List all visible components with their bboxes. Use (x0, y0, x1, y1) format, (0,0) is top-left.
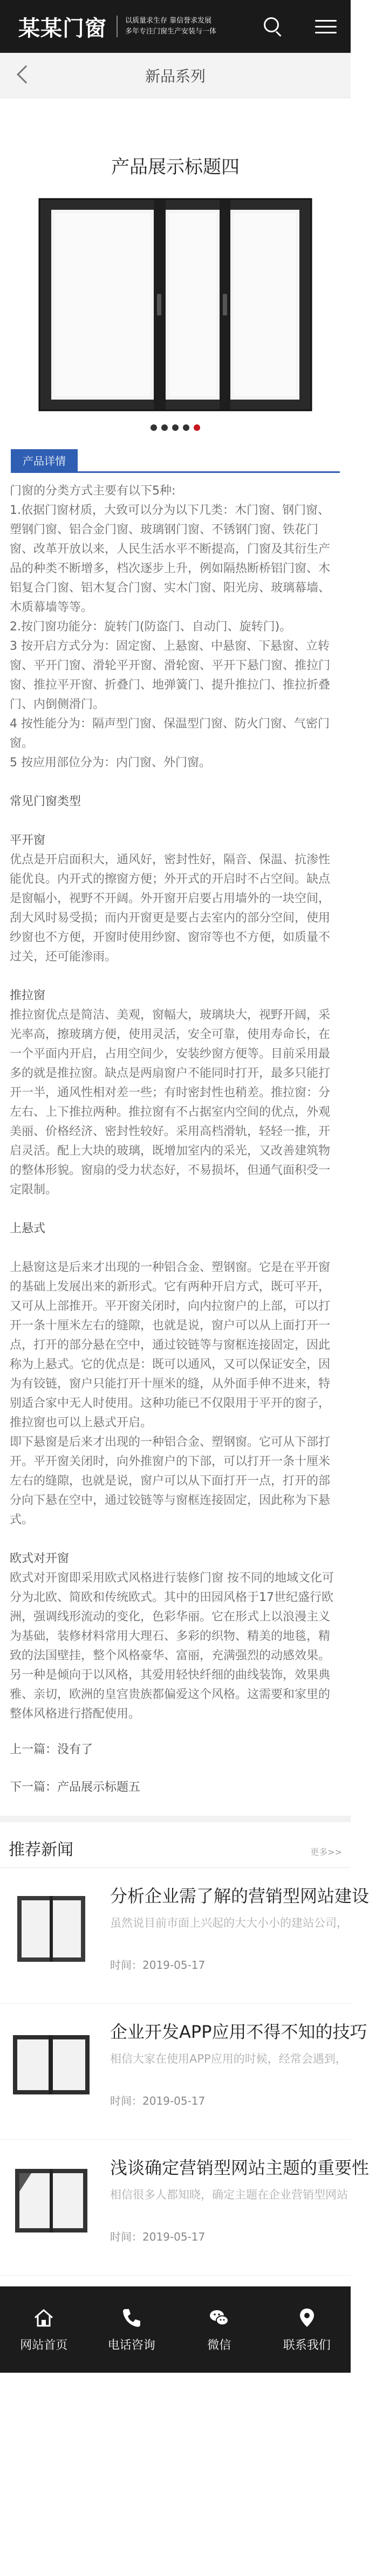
section-divider (0, 1816, 351, 1822)
more-link[interactable]: 更多>> (310, 1847, 342, 1857)
news-title[interactable]: 企业开发APP应用不得不知的技巧 (110, 2022, 367, 2042)
article-paragraph: 1.依据门窗材质，大致可以分为以下几类：木门窗、钢门窗、塑钢门窗、铝合金门窗、玻璃钢门窗、不锈钢门窗、铁花门窗、改革开放以来，人民生活水平不断提高，门窗及其衍生产品的种类不断增多，档次逐步上升，例如隔热断桥铝门窗、木铝复合门窗、铝木复合门窗、实木门窗、阳光房、玻璃幕墙、木质幕墙等等。 (10, 504, 331, 614)
news-title[interactable]: 浅谈确定营销型网站主题的重要性 (110, 2158, 369, 2178)
news-item[interactable] (0, 2004, 367, 2140)
bottom-nav-contact[interactable] (263, 2286, 351, 2373)
news-summary: 相信很多人都知晓，确定主题在企业营销型网站 (110, 2188, 348, 2201)
slider-dots (0, 418, 351, 449)
article-subheading: 常见门窗类型 (10, 795, 81, 808)
top-header (0, 0, 351, 53)
slider-dot[interactable] (183, 424, 189, 431)
news-title[interactable]: 分析企业需了解的营销型网站建设 (110, 1886, 369, 1906)
article-paragraph: 门窗的分类方式主要有以下5种: (10, 484, 176, 498)
recommended-news-header (0, 1822, 351, 1868)
window-product-illustration (30, 191, 321, 418)
prev-next-links (0, 1724, 351, 1797)
news-date: 时间：2019-05-17 (110, 1959, 206, 1972)
slider-dot[interactable] (151, 424, 157, 431)
article-subheading: 欧式对开窗 (10, 1552, 70, 1565)
bottom-nav-home[interactable] (0, 2286, 88, 2373)
header-actions (262, 0, 337, 53)
slider-dot-active[interactable] (194, 424, 200, 431)
article-paragraph: 上悬窗这是后来才出现的一种铝合金、塑钢窗。它是在平开窗的基础上发展出来的新形式。它有两种开启方式，既可平开，又可从上部推开。平开窗关闭时，向内拉窗户的上部，可以打开一条十厘米左右的缝隙，也就是说，窗户可以从上面打开一点，打开的部分悬在空中，通过铰链等与窗框连接固定，因此称为上悬式。它的优点是：既可以通风，又可以保证安全，因为有铰链，窗户只能打开十厘米的缝，从外面手伸不进来，特别适合家中无人时使用。这种功能已不仅限用于平开的窗子，推拉窗也可以上悬式开启。 (10, 1261, 331, 1430)
product-article (0, 473, 351, 1724)
news-date: 时间：2019-05-17 (110, 2230, 206, 2243)
article-paragraph: 5 按应用部位分为：内门窗、外门窗。 (10, 756, 211, 770)
news-thumbnail[interactable] (10, 1887, 93, 1970)
back-arrow-icon[interactable] (17, 65, 35, 84)
news-item[interactable] (0, 1868, 369, 2004)
product-title: 产品展示标题四 (111, 156, 240, 178)
slider-dot[interactable] (161, 424, 168, 431)
bottom-nav-label: 联系我们 (283, 2338, 331, 2352)
slogan-line-1: 以质量求生存 靠信誉求发展 (125, 17, 212, 25)
site-slogan (125, 16, 216, 37)
bottom-nav-label: 微信 (207, 2338, 231, 2352)
news-summary: 相信大家在使用APP应用的时候，经常会遇到， (110, 2052, 347, 2065)
bottom-nav (0, 2286, 351, 2373)
detail-tab-row (11, 449, 340, 473)
slogan-line-2: 多年专注门窗生产安装与一体 (125, 28, 217, 36)
bottom-nav-label: 网站首页 (20, 2338, 68, 2352)
location-icon (296, 2307, 318, 2328)
prev-article-link[interactable]: 上一篇：没有了 (10, 1743, 93, 1756)
article-subheading: 上悬式 (10, 1222, 46, 1235)
bottom-nav-wechat[interactable] (175, 2286, 263, 2373)
slider-dot[interactable] (172, 424, 179, 431)
news-item[interactable] (0, 2140, 369, 2276)
article-subheading: 平开窗 (10, 834, 46, 847)
home-icon (33, 2307, 54, 2328)
site-logo[interactable]: 某某门窗 (18, 16, 107, 41)
menu-icon[interactable] (315, 16, 337, 37)
article-paragraph: 推拉窗优点是简洁、美观，窗幅大，玻璃块大，视野开阔，采光率高，擦玻璃方便，使用灵活，安全可靠，使用寿命长，在一个平面内开启，占用空间少，安装纱窗方便等。目前采用最多的就是推拉窗。缺点是两扇窗户不能同时打开，最多只能打开一半，通风性相对差一些；有时密封性也稍差。推拉窗：分左右、上下推拉两种。推拉窗有不占据室内空间的优点，外观美丽、价格经济、密封性较好。采用高档滑轨，轻轻一推，开启灵活。配上大块的玻璃，既增加室内的采光，又改善建筑物的整体形貌。窗扇的受力状态好，不易损坏，但通气面积受一定限制。 (10, 1008, 331, 1197)
article-paragraph: 欧式对开窗即采用欧式风格进行装修门窗 按不同的地域文化可分为北欧、简欧和传统欧式。其中的田园风格于17世纪盛行欧洲，强调线形流动的变化，色彩华丽。它在形式上以浪漫主义为基础，装修材料常用大理石、多彩的织物、精美的地毯，精致的法国壁挂，整个风格豪华、富丽，充满强烈的动感效果。另一种是倾向于以风格，其爱用轻快纤细的曲线装饰，效果典雅、亲切，欧洲的皇宫贵族都偏爱这个风格。这需要和家里的整体风格进行搭配使用。 (10, 1571, 334, 1721)
search-icon[interactable] (262, 16, 284, 37)
news-summary: 虽然说目前市面上兴起的大大小小的建站公司， (110, 1916, 348, 1929)
page-navbar (0, 53, 351, 98)
chat-icon (208, 2307, 230, 2328)
next-article-link[interactable]: 下一篇：产品展示标题五 (10, 1781, 141, 1794)
page-title: 新品系列 (145, 67, 206, 85)
news-thumbnail[interactable] (10, 2023, 93, 2106)
article-subheading: 推拉窗 (10, 989, 46, 1002)
article-paragraph: 即下悬窗是后来才出现的一种铝合金、塑钢窗。它可从下部打开。平开窗关闭时，向外推窗户的下部，可以打开一条十厘米左右的缝隙，也就是说，窗户可以从下面打开一点，打开的部分向下悬在空中，通过铰链等与窗框连接固定，因此称为下悬式。 (10, 1435, 331, 1527)
article-paragraph: 4 按性能分为：隔声型门窗、保温型门窗、防火门窗、气密门窗。 (10, 717, 330, 750)
logo-divider (117, 16, 118, 37)
news-date: 时间：2019-05-17 (110, 2094, 206, 2107)
recommended-news-title: 推荐新闻 (9, 1840, 73, 1859)
news-thumbnail[interactable] (10, 2159, 93, 2242)
bottom-nav-label: 电话咨询 (107, 2338, 155, 2352)
phone-icon (121, 2307, 142, 2328)
article-paragraph: 优点是开启面积大，通风好，密封性好，隔音、保温、抗渗性能优良。内开式的擦窗方便；外开式的开启时不占空间。缺点是窗幅小，视野不开阔。外开窗开启要占用墙外的一块空间，刮大风时易受损；而内开窗更是要占去室内的部分空间，使用纱窗也不方便，开窗时使用纱窗、窗帘等也不方便，如质量不过关，还可能渗雨。 (10, 853, 331, 964)
product-image[interactable] (30, 191, 321, 418)
article-paragraph: 3 按开启方式分为：固定窗、上悬窗、中悬窗、下悬窗、立转窗、平开门窗、滑轮平开窗、滑轮窗、平开下悬门窗、推拉门窗、推拉平开窗、折叠门、地弹簧门、提升推拉门、推拉折叠门、内倒侧滑门。 (10, 640, 331, 711)
article-paragraph: 2.按门窗功能分：旋转门(防盗门、自动门、旋转门)。 (10, 620, 292, 634)
bottom-nav-phone[interactable] (88, 2286, 176, 2373)
tab-product-detail[interactable]: 产品详情 (11, 449, 78, 473)
